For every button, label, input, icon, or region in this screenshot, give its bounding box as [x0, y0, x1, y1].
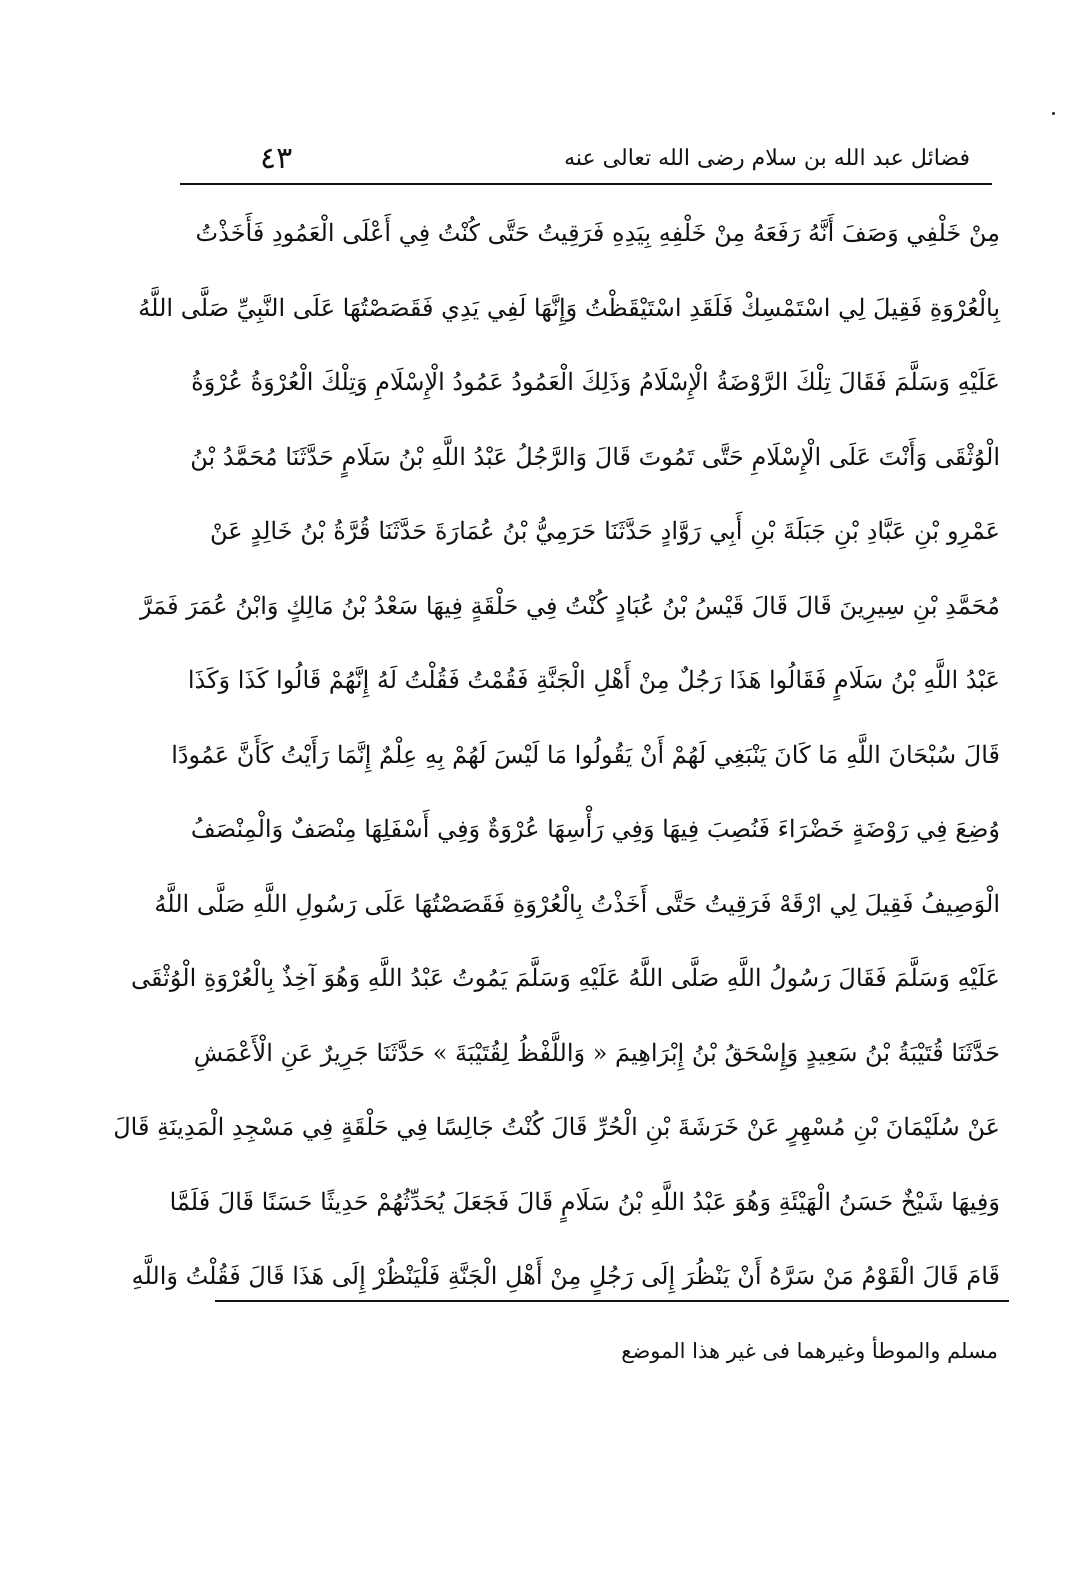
text-line: قَالَ سُبْحَانَ اللَّهِ مَا كَانَ يَنْبَغِي لَهُمْ أَنْ يَقُولُوا مَا لَيْسَ لَهُمْ بِهِ عِلْمٌ إِنَّمَا رَأَيْتُ كَأَنَّ عَمُودًا [171, 740, 1000, 769]
text-line: وَفِيهَا شَيْخٌ حَسَنُ الْهَيْئَةِ وَهُوَ عَبْدُ اللَّهِ بْنُ سَلَامٍ قَالَ فَجَعَلَ يُحَدِّثُهُمْ حَدِيثًا حَسَنًا قَالَ فَلَمَّا [169, 1187, 1000, 1216]
footnote: مسلم والموطأ وغيرهما فى غير هذا الموضع [621, 1339, 998, 1363]
text-line: الْوُثْقَى وَأَنْتَ عَلَى الْإِسْلَامِ حَتَّى تَمُوتَ قَالَ وَالرَّجُلُ عَبْدُ اللَّهِ بْنُ سَلَامٍ حَدَّثَنَا مُحَمَّدُ بْنُ [190, 442, 1000, 471]
scan-speck [1052, 112, 1055, 115]
text-line: عَلَيْهِ وَسَلَّمَ فَقَالَ تِلْكَ الرَّوْضَةُ الْإِسْلَامُ وَذَلِكَ الْعَمُودُ عَمُودُ الْإِسْلَامِ وَتِلْكَ الْعُرْوَةُ عُرْوَةُ [191, 368, 1000, 396]
main-text [113, 196, 1000, 1314]
text-line: بِالْعُرْوَةِ فَقِيلَ لِي اسْتَمْسِكْ فَلَقَدِ اسْتَيْقَظْتُ وَإِنَّهَا لَفِي يَدِي فَقَصَصْتُهَا عَلَى النَّبِيِّ صَلَّى اللَّهُ [138, 293, 1000, 322]
text-line: وُضِعَ فِي رَوْضَةٍ خَضْرَاءَ فَنُصِبَ فِيهَا وَفِي رَأْسِهَا عُرْوَةٌ وَفِي أَسْفَلِهَا مِنْصَفٌ وَالْمِنْصَفُ [190, 815, 1000, 843]
footnote-rule [215, 1300, 1009, 1302]
page-header [180, 138, 990, 178]
text-line: عَمْرِو بْنِ عَبَّادِ بْنِ جَبَلَةَ بْنِ أَبِي رَوَّادٍ حَدَّثَنَا حَرَمِيُّ بْنُ عُمَارَةَ حَدَّثَنَا قُرَّةُ بْنُ خَالِدٍ عَنْ [210, 517, 1000, 545]
text-line: الْوَصِيفُ فَقِيلَ لِي ارْقَهْ فَرَقِيتُ حَتَّى أَخَذْتُ بِالْعُرْوَةِ فَقَصَصْتُهَا عَلَى رَسُولِ اللَّهِ صَلَّى اللَّهُ [154, 889, 1000, 918]
running-title: فضائل عبد الله بن سلام رضى الله تعالى عنه [564, 146, 970, 171]
page-number: ٤٣ [260, 141, 293, 176]
text-line: عَنْ سُلَيْمَانَ بْنِ مُسْهِرٍ عَنْ خَرَشَةَ بْنِ الْحُرِّ قَالَ كُنْتُ جَالِسًا فِي حَلْقَةٍ فِي مَسْجِدِ الْمَدِينَةِ قَالَ [113, 1113, 1000, 1141]
text-line: عَبْدُ اللَّهِ بْنُ سَلَامٍ فَقَالُوا هَذَا رَجُلٌ مِنْ أَهْلِ الْجَنَّةِ فَقُمْتُ فَقُلْتُ لَهُ إِنَّهُمْ قَالُوا كَذَا وَكَذَا [187, 666, 1000, 694]
header-rule [180, 183, 992, 185]
text-line: حَدَّثَنَا قُتَيْبَةُ بْنُ سَعِيدٍ وَإِسْحَقُ بْنُ إِبْرَاهِيمَ « وَاللَّفْظُ لِقُتَيْبَةَ » حَدَّثَنَا جَرِيرٌ عَنِ الْأَعْمَشِ [193, 1038, 1000, 1067]
text-line: مُحَمَّدِ بْنِ سِيرِينَ قَالَ قَالَ قَيْسُ بْنُ عُبَادٍ كُنْتُ فِي حَلْقَةٍ فِيهَا سَعْدُ بْنُ مَالِكٍ وَابْنُ عُمَرَ فَمَرَّ [139, 591, 1000, 620]
text-line: مِنْ خَلْفِي وَصَفَ أَنَّهُ رَفَعَهُ مِنْ خَلْفِهِ بِيَدِهِ فَرَقِيتُ حَتَّى كُنْتُ فِي أَعْلَى الْعَمُودِ فَأَخَذْتُ [195, 219, 1000, 247]
text-line: عَلَيْهِ وَسَلَّمَ فَقَالَ رَسُولُ اللَّهِ صَلَّى اللَّهُ عَلَيْهِ وَسَلَّمَ يَمُوتُ عَبْدُ اللَّهِ وَهُوَ آخِذٌ بِالْعُرْوَةِ الْوُثْقَى [131, 964, 1000, 992]
text-line: قَامَ قَالَ الْقَوْمُ مَنْ سَرَّهُ أَنْ يَنْظُرَ إِلَى رَجُلٍ مِنْ أَهْلِ الْجَنَّةِ فَلْيَنْظُرْ إِلَى هَذَا قَالَ فَقُلْتُ وَاللَّهِ [131, 1262, 1000, 1290]
